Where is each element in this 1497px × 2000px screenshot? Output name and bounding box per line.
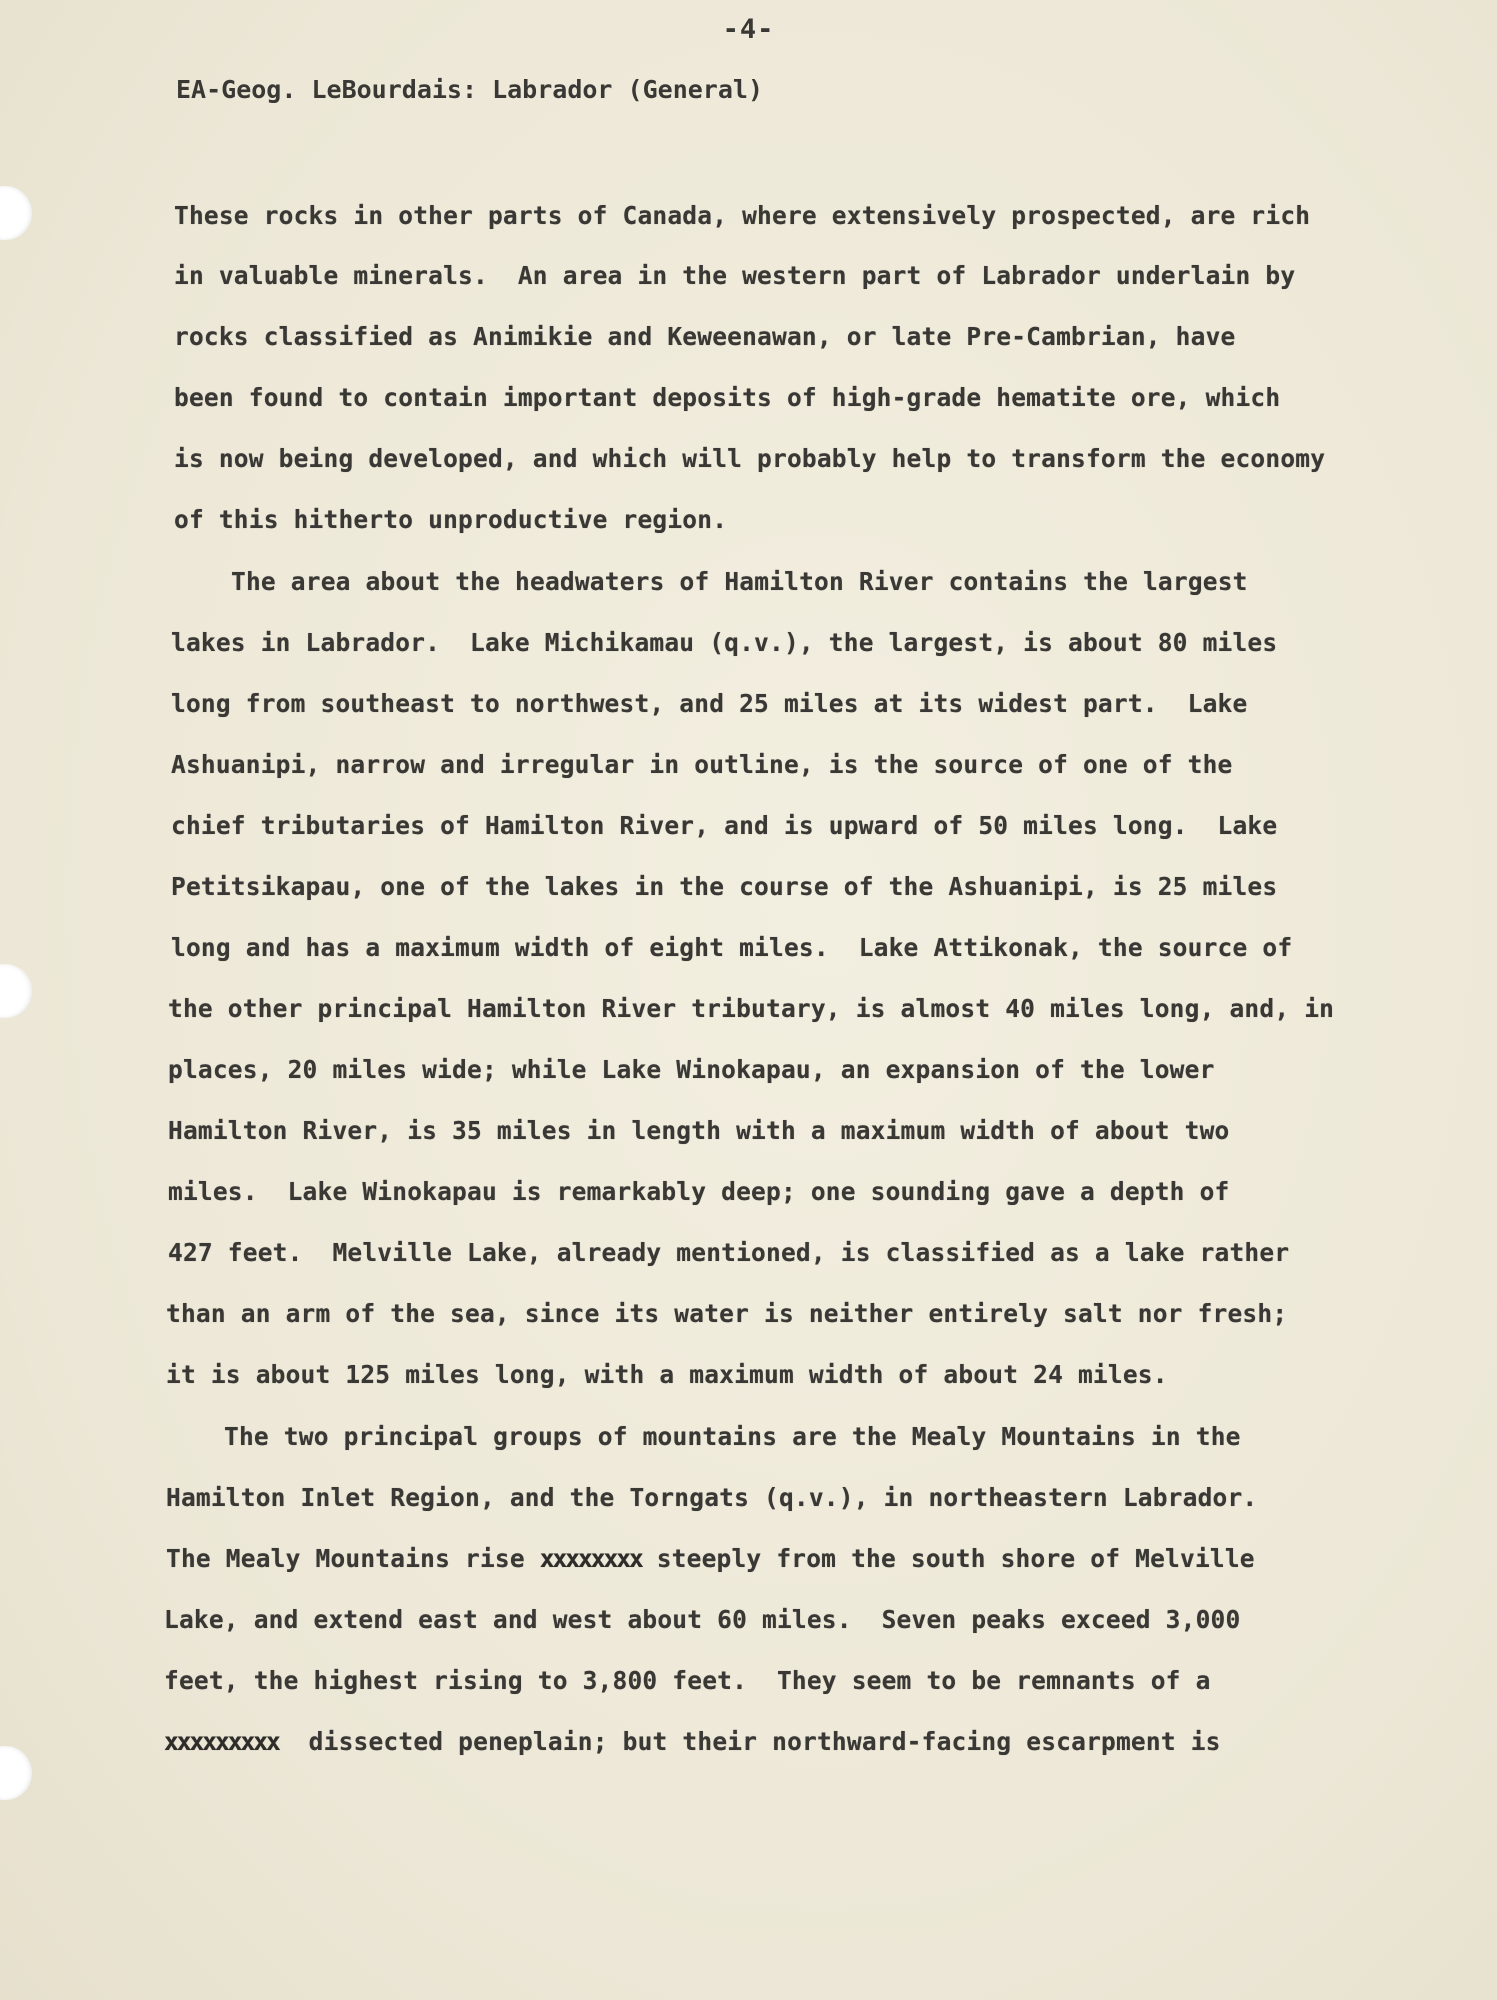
text-line: xxxxxxxxx dissected peneplain; but their northward-facing escarpment is [164, 1727, 1221, 1756]
text-line: Ashuanipi, narrow and irregular in outline, is the source of one of the [171, 750, 1233, 779]
text-line: in valuable minerals. An area in the western part of Labrador underlain by [174, 261, 1296, 290]
binder-hole [0, 1746, 32, 1800]
text-line: is now being developed, and which will probably help to transform the economy [174, 444, 1326, 473]
text-line: places, 20 miles wide; while Lake Winokapau, an expansion of the lower [168, 1055, 1215, 1084]
text-line: Petitsikapau, one of the lakes in the course of the Ashuanipi, is 25 miles [171, 872, 1278, 901]
text-line: The Mealy Mountains rise xxxxxxxx steeply from the south shore of Melville [166, 1544, 1255, 1573]
text-line: Hamilton River, is 35 miles in length with a maximum width of about two [168, 1116, 1230, 1145]
text-line: Hamilton Inlet Region, and the Torngats (q.v.), in northeastern Labrador. [166, 1483, 1258, 1512]
page-number: -4- [722, 14, 775, 45]
text-line: it is about 125 miles long, with a maximum width of about 24 miles. [166, 1360, 1168, 1389]
text-line: lakes in Labrador. Lake Michikamau (q.v.), the largest, is about 80 miles [171, 628, 1278, 657]
text-line: the other principal Hamilton River tributary, is almost 40 miles long, and, in [168, 994, 1335, 1023]
binder-hole [0, 186, 32, 240]
text-line: feet, the highest rising to 3,800 feet. They seem to be remnants of a [164, 1666, 1211, 1695]
text-line: been found to contain important deposits of high-grade hematite ore, which [174, 383, 1281, 412]
struck-out-word: xxxxxxxxx [164, 1727, 279, 1756]
text-line: These rocks in other parts of Canada, where extensively prospected, are rich [174, 201, 1311, 230]
text-line: rocks classified as Animikie and Keweenawan, or late Pre-Cambrian, have [174, 322, 1236, 351]
text-line: than an arm of the sea, since its water is neither entirely salt nor fresh; [166, 1299, 1288, 1328]
document-header: EA-Geog. LeBourdais: Labrador (General) [176, 75, 763, 104]
text-line: long and has a maximum width of eight miles. Lake Attikonak, the source of [171, 933, 1293, 962]
struck-out-word: xxxxxxxx [539, 1544, 642, 1573]
text-line: 427 feet. Melville Lake, already mentioned, is classified as a lake rather [168, 1238, 1290, 1267]
binder-hole [0, 964, 32, 1018]
text-line: long from southeast to northwest, and 25 miles at its widest part. Lake [171, 689, 1248, 718]
text-line: of this hitherto unproductive region. [174, 505, 728, 534]
text-line: Lake, and extend east and west about 60 miles. Seven peaks exceed 3,000 [164, 1605, 1241, 1634]
text-line: The two principal groups of mountains are the Mealy Mountains in the [224, 1422, 1241, 1451]
text-line: miles. Lake Winokapau is remarkably deep; one sounding gave a depth of [168, 1177, 1230, 1206]
text-line: The area about the headwaters of Hamilton River contains the largest [231, 567, 1248, 596]
text-line: chief tributaries of Hamilton River, and is upward of 50 miles long. Lake [171, 811, 1278, 840]
